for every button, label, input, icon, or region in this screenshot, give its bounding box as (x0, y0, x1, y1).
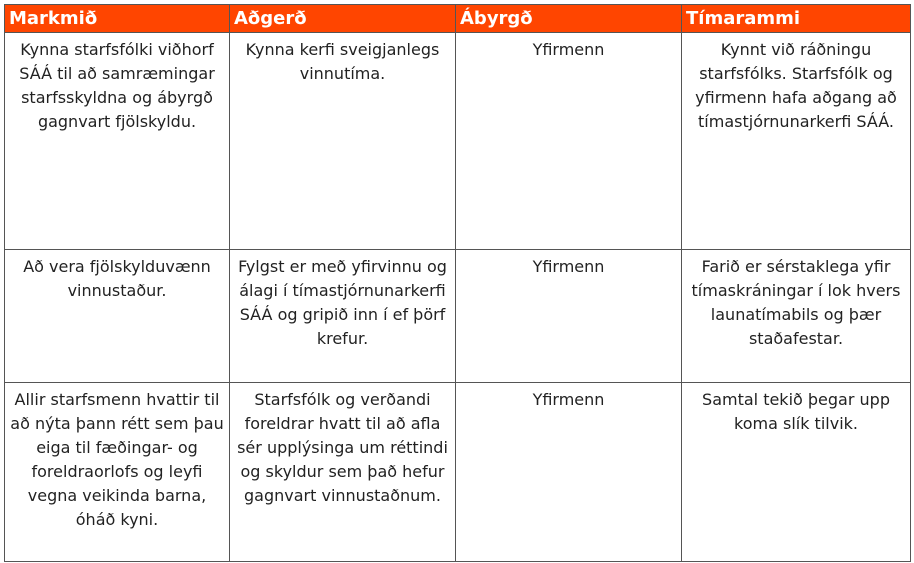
cell-timarammi: Farið er sérstaklega yfir tímaskráningar í lok hvers launatímabils og þær staðafestar. (682, 250, 911, 383)
cell-markmid: Að vera fjölskylduvænn vinnustaður. (5, 250, 230, 383)
cell-markmid: Allir starfsmenn hvattir til að nýta þann rétt sem þau eiga til fæðingar- og foreldraorlofs og leyfi vegna veikinda barna, óháð kyni. (5, 383, 230, 562)
cell-markmid: Kynna starfsfólki viðhorf SÁÁ til að samræmingar starfsskyldna og ábyrgð gagnvart fjölskyldu. (5, 33, 230, 250)
cell-abyrgd: Yfirmenn (456, 250, 682, 383)
header-abyrgd: Ábyrgð (456, 5, 682, 33)
cell-timarammi: Kynnt við ráðningu starfsfólks. Starfsfólk og yfirmenn hafa aðgang að tímastjórnunarkerfi SÁÁ. (682, 33, 911, 250)
cell-adgerd: Kynna kerfi sveigjanlegs vinnutíma. (230, 33, 456, 250)
family-policy-table (4, 4, 911, 562)
table-header-row (5, 5, 911, 33)
cell-timarammi: Samtal tekið þegar upp koma slík tilvik. (682, 383, 911, 562)
table-row (5, 33, 911, 250)
header-adgerd: Aðgerð (230, 5, 456, 33)
table-row (5, 383, 911, 562)
cell-abyrgd: Yfirmenn (456, 383, 682, 562)
cell-adgerd: Starfsfólk og verðandi foreldrar hvatt til að afla sér upplýsinga um réttindi og skyldur sem það hefur gagnvart vinnustaðnum. (230, 383, 456, 562)
table-row (5, 250, 911, 383)
header-markmid: Markmið (5, 5, 230, 33)
document-page (4, 4, 911, 562)
cell-adgerd: Fylgst er með yfirvinnu og álagi í tímastjórnunarkerfi SÁÁ og gripið inn í ef þörf krefur. (230, 250, 456, 383)
cell-abyrgd: Yfirmenn (456, 33, 682, 250)
header-timarammi: Tímarammi (682, 5, 911, 33)
